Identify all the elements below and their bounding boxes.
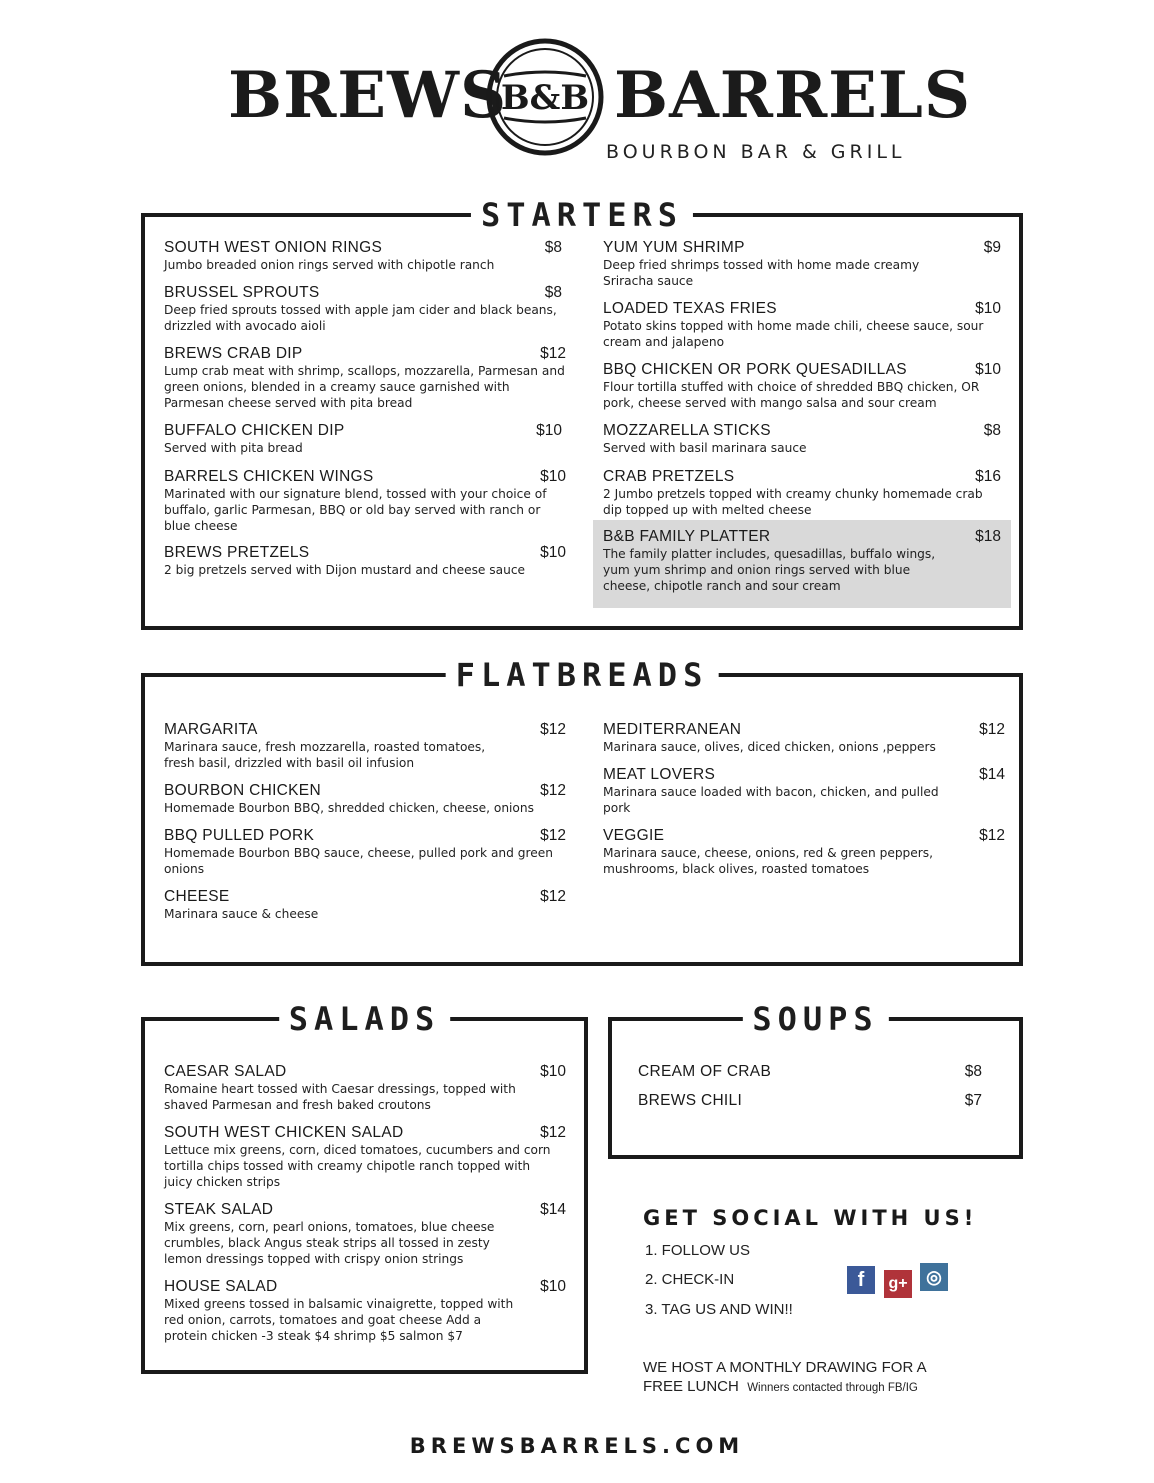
item-name: MEDITERRANEAN xyxy=(603,721,742,738)
item-price: $10 xyxy=(540,1063,566,1080)
item-description: Jumbo breaded onion rings served with chipotle ranch xyxy=(164,258,495,272)
menu-item xyxy=(638,1092,982,1110)
item-description: Mix greens, corn, pearl onions, tomatoes, blue cheese crumbles, black Angus steak strips all tossed in zesty lemon dressings topped with crispy onion strings xyxy=(164,1220,495,1266)
item-description: Homemade Bourbon BBQ, shredded chicken, cheese, onions xyxy=(164,801,534,815)
item-name: B&B FAMILY PLATTER xyxy=(603,528,771,545)
item-price: $10 xyxy=(540,544,566,561)
item-name: CRAB PRETZELS xyxy=(603,468,735,485)
item-description: Potato skins topped with home made chili, cheese sauce, sour cream and jalapeno xyxy=(603,319,984,349)
brand-name-left: BREWS xyxy=(228,58,508,133)
monthly-drawing-notice xyxy=(643,1358,1023,1398)
item-price: $9 xyxy=(983,239,1001,256)
item-description: Lump crab meat with shrimp, scallops, mozzarella, Parmesan and green onions, blended in a creamy sauce garnished with Parmesan cheese served with pita bread xyxy=(164,364,565,410)
menu-item xyxy=(164,827,566,877)
menu-item xyxy=(164,721,566,771)
website-url[interactable]: BREWSBARRELS.COM xyxy=(409,1434,745,1458)
item-name: MOZZARELLA STICKS xyxy=(603,422,771,439)
item-description: The family platter includes, quesadillas, buffalo wings, yum yum shrimp and onion rings served with blue cheese, chipotle ranch and sour cream xyxy=(603,547,936,593)
item-description: Mixed greens tossed in balsamic vinaigrette, topped with red onion, carrots, tomatoes and goat cheese Add a protein chicken -3 steak $4 shrimp $5 salmon $7 xyxy=(164,1297,514,1343)
menu-item xyxy=(164,888,566,922)
item-description: Deep fried sprouts tossed with apple jam cider and black beans, drizzled with avocado aioli xyxy=(164,303,557,333)
menu-item xyxy=(603,361,1001,411)
item-description: Romaine heart tossed with Caesar dressings, topped with shaved Parmesan and fresh baked croutons xyxy=(164,1082,516,1112)
item-name: YUM YUM SHRIMP xyxy=(603,239,745,256)
item-price: $7 xyxy=(964,1092,982,1109)
menu-item xyxy=(164,468,566,534)
item-name: BREWS PRETZELS xyxy=(164,544,310,561)
item-description: Homemade Bourbon BBQ sauce, cheese, pulled pork and green onions xyxy=(164,846,553,876)
soups-title: SOUPS xyxy=(742,999,888,1039)
menu-item xyxy=(638,1063,982,1081)
brand-name-right: BARRELS xyxy=(614,58,972,133)
item-description: Marinara sauce, cheese, onions, red & green peppers, mushrooms, black olives, roasted tomatoes xyxy=(603,846,934,876)
menu-item xyxy=(164,1201,566,1267)
menu-item xyxy=(164,782,566,816)
item-price: $8 xyxy=(544,239,562,256)
item-description: Served with pita bread xyxy=(164,441,303,455)
item-price: $12 xyxy=(540,345,566,362)
item-name: CREAM OF CRAB xyxy=(638,1063,772,1080)
menu-item xyxy=(603,239,1001,289)
drawing-note: Winners contacted through FB/IG xyxy=(747,1382,918,1394)
menu-item xyxy=(164,1124,566,1190)
item-name: MEAT LOVERS xyxy=(603,766,716,783)
menu-item xyxy=(164,284,562,334)
item-price: $12 xyxy=(540,782,566,799)
item-name: HOUSE SALAD xyxy=(164,1278,278,1295)
item-description: Flour tortilla stuffed with choice of shredded BBQ chicken, OR pork, cheese served with mango salsa and sour cream xyxy=(603,380,980,410)
item-price: $10 xyxy=(536,422,562,439)
item-description: Deep fried shrimps tossed with home made creamy Sriracha sauce xyxy=(603,258,920,288)
item-name: SOUTH WEST ONION RINGS xyxy=(164,239,383,256)
item-description: Marinated with our signature blend, tossed with your choice of buffalo, garlic Parmesan, BBQ or old bay served with ranch or blue cheese xyxy=(164,487,547,533)
item-price: $14 xyxy=(540,1201,566,1218)
social-step-tag: 3. TAG US AND WIN!! xyxy=(645,1301,793,1318)
item-description: Marinara sauce, fresh mozzarella, roasted tomatoes, fresh basil, drizzled with basil oil infusion xyxy=(164,740,486,770)
logo-monogram: B&B xyxy=(500,78,590,118)
starters-title: STARTERS xyxy=(471,195,693,235)
menu-item xyxy=(164,422,562,456)
menu-item xyxy=(164,544,566,578)
item-price: $10 xyxy=(975,361,1001,378)
flatbreads-title: FLATBREADS xyxy=(446,655,719,695)
item-price: $10 xyxy=(975,300,1001,317)
menu-item xyxy=(603,468,1001,518)
menu-item xyxy=(603,766,1005,816)
drawing-line-1: WE HOST A MONTHLY DRAWING FOR A xyxy=(643,1359,927,1376)
item-description: 2 Jumbo pretzels topped with creamy chunky homemade crab dip topped up with melted cheese xyxy=(603,487,983,517)
item-name: BOURBON CHICKEN xyxy=(164,782,321,799)
google-plus-icon[interactable]: g+ xyxy=(884,1270,912,1298)
menu-item xyxy=(603,422,1001,456)
menu-item xyxy=(164,239,562,273)
menu-item xyxy=(164,345,566,411)
item-price: $8 xyxy=(983,422,1001,439)
item-name: BBQ CHICKEN OR PORK QUESADILLAS xyxy=(603,361,907,378)
item-description: Served with basil marinara sauce xyxy=(603,441,807,455)
salads-title: SALADS xyxy=(279,999,451,1039)
drawing-free-lunch: FREE LUNCH xyxy=(643,1378,739,1395)
item-price: $8 xyxy=(544,284,562,301)
item-name: BREWS CRAB DIP xyxy=(164,345,303,362)
item-price: $16 xyxy=(975,468,1001,485)
item-description: 2 big pretzels served with Dijon mustard and cheese sauce xyxy=(164,563,526,577)
item-name: BUFFALO CHICKEN DIP xyxy=(164,422,345,439)
menu-item xyxy=(164,1063,566,1113)
item-name: LOADED TEXAS FRIES xyxy=(603,300,777,317)
item-name: CAESAR SALAD xyxy=(164,1063,287,1080)
menu-item xyxy=(164,1278,566,1344)
item-price: $10 xyxy=(540,468,566,485)
item-price: $12 xyxy=(540,888,566,905)
item-name: MARGARITA xyxy=(164,721,258,738)
brand-tagline: BOURBON BAR & GRILL xyxy=(606,141,906,163)
menu-item xyxy=(603,300,1001,350)
item-name: CHEESE xyxy=(164,888,230,905)
social-step-checkin: 2. CHECK-IN xyxy=(645,1271,735,1288)
item-price: $8 xyxy=(964,1063,982,1080)
instagram-icon[interactable]: ◎ xyxy=(920,1263,948,1291)
item-name: BREWS CHILI xyxy=(638,1092,743,1109)
menu-item xyxy=(603,827,1005,877)
item-description: Marinara sauce, olives, diced chicken, onions ,peppers xyxy=(603,740,936,754)
item-price: $12 xyxy=(979,721,1005,738)
item-price: $12 xyxy=(540,827,566,844)
item-name: VEGGIE xyxy=(603,827,665,844)
salads-section xyxy=(141,1000,588,1374)
item-name: BRUSSEL SPROUTS xyxy=(164,284,320,301)
item-price: $12 xyxy=(540,1124,566,1141)
item-description: Marinara sauce loaded with bacon, chicken, and pulled pork xyxy=(603,785,939,815)
social-step-follow: 1. FOLLOW US xyxy=(645,1242,751,1259)
soups-section xyxy=(608,1000,1023,1159)
brand-logo xyxy=(486,38,604,156)
item-name: BBQ PULLED PORK xyxy=(164,827,315,844)
item-name: BARRELS CHICKEN WINGS xyxy=(164,468,374,485)
item-description: Lettuce mix greens, corn, diced tomatoes, cucumbers and corn tortilla chips tossed with creamy chipotle ranch topped with juicy chicken strips xyxy=(164,1143,551,1189)
item-description: Marinara sauce & cheese xyxy=(164,907,319,921)
item-name: SOUTH WEST CHICKEN SALAD xyxy=(164,1124,404,1141)
menu-item xyxy=(603,721,1005,755)
social-heading: GET SOCIAL WITH US! xyxy=(643,1206,978,1230)
brand-header xyxy=(228,38,972,168)
item-price: $14 xyxy=(979,766,1005,783)
menu-item xyxy=(603,528,1001,594)
flatbreads-section xyxy=(141,656,1023,966)
item-name: STEAK SALAD xyxy=(164,1201,274,1218)
drawing-line-2 xyxy=(643,1377,1023,1398)
facebook-icon[interactable]: f xyxy=(847,1266,875,1294)
item-price: $12 xyxy=(540,721,566,738)
item-price: $10 xyxy=(540,1278,566,1295)
item-price: $12 xyxy=(979,827,1005,844)
starters-section xyxy=(141,196,1023,630)
item-price: $18 xyxy=(975,528,1001,545)
